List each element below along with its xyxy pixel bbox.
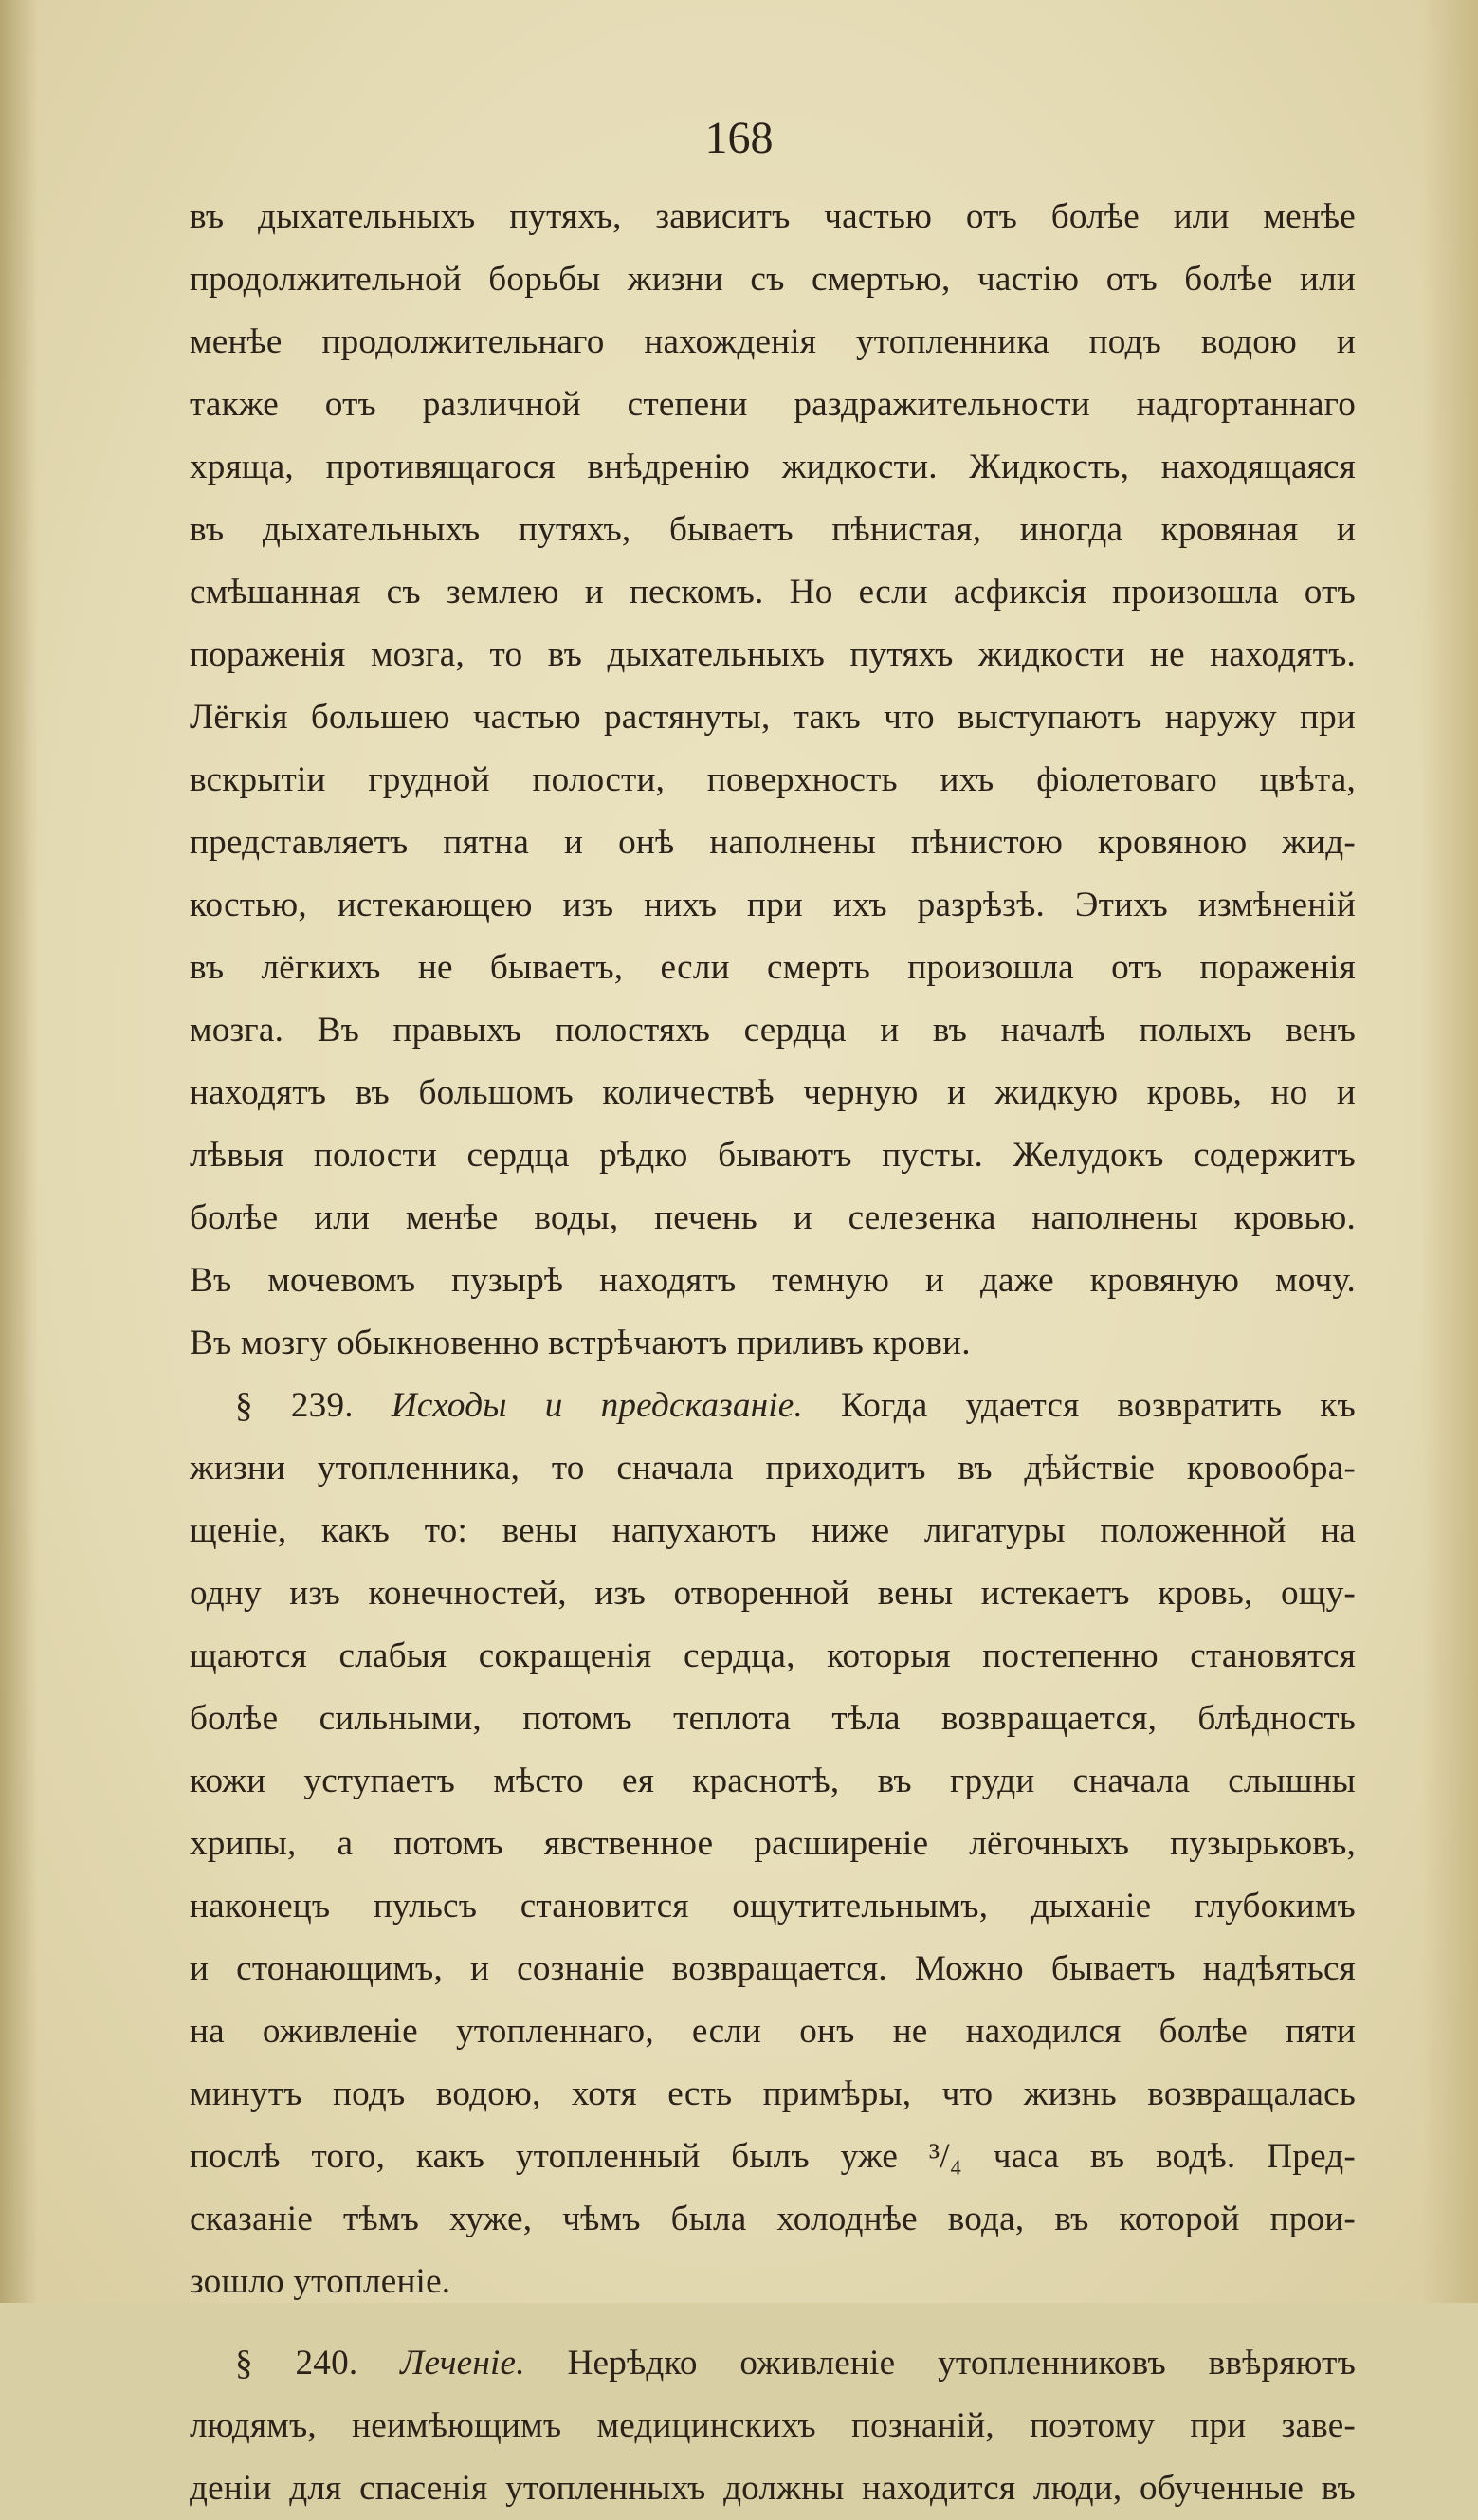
text-line: наконецъ пульсъ становится ощутительнымъ, дыханіе глубокимъ <box>190 1887 1356 1926</box>
text-line: минутъ подъ водою, хотя есть примѣры, что жизнь возвращалась <box>190 2074 1356 2113</box>
section-239 <box>190 1375 1356 2313</box>
section-number: § 239. <box>235 1386 354 1425</box>
text-line: менѣе продолжительнаго нахожденія утопленника подъ водою и <box>190 322 1356 361</box>
text-line: сказаніе тѣмъ хуже, чѣмъ была холоднѣе вода, въ которой прои- <box>190 2200 1356 2238</box>
text-line: людямъ, неимѣющимъ медицинскихъ познаній, поэтому при заве- <box>190 2406 1356 2445</box>
text-line: продолжительной борьбы жизни съ смертью, частію отъ болѣе или <box>190 260 1356 299</box>
text-line: въ дыхательныхъ путяхъ, бываетъ пѣнистая, иногда кровяная и <box>190 510 1356 549</box>
text-line: лѣвыя полости сердца рѣдко бываютъ пусты. Желудокъ содержитъ <box>190 1136 1356 1175</box>
text-line: деніи для спасенія утопленныхъ должны находится люди, обученные въ <box>190 2469 1356 2508</box>
text-line: находятъ въ большомъ количествѣ черную и жидкую кровь, но и <box>190 1073 1356 1112</box>
paragraph-gap <box>190 2313 1356 2332</box>
section-title: Исходы и предсказаніе. <box>391 1386 804 1425</box>
text-line: зошло утопленіе. <box>190 2262 451 2301</box>
text-line: Въ мочевомъ пузырѣ находятъ темную и даже кровяную мочу. <box>190 1261 1356 1300</box>
text-line: щаются слабыя сокращенія сердца, которыя постепенно становятся <box>190 1636 1356 1675</box>
text-line: и стонающимъ, и сознаніе возвращается. Можно бываетъ надѣяться <box>190 1949 1356 1988</box>
section-240 <box>190 2332 1356 2520</box>
text-line: вскрытіи грудной полости, поверхность ихъ фіолетоваго цвѣта, <box>190 760 1356 799</box>
text-line: щеніе, какъ то: вены напухаютъ ниже лигатуры положенной на <box>190 1511 1356 1550</box>
text-line: болѣе или менѣе воды, печень и селезенка наполнены кровью. <box>190 1198 1356 1237</box>
text-line: хряща, противящагося внѣдренію жидкости. Жидкость, находящаяся <box>190 447 1356 486</box>
text-line: Лёгкія большею частью растянуты, такъ что выступаютъ наружу при <box>190 698 1356 737</box>
text-line: на оживленіе утопленнаго, если онъ не находился болѣе пяти <box>190 2012 1356 2051</box>
text-line: костью, истекающею изъ нихъ при ихъ разрѣзѣ. Этихъ измѣненій <box>190 886 1356 924</box>
section-text: Нерѣдко оживленіе утопленниковъ ввѣряютъ <box>567 2344 1357 2383</box>
text-line: смѣшанная съ землею и пескомъ. Но если асфиксія произошла отъ <box>190 573 1356 612</box>
text-line: также отъ различной степени раздражительности надгортаннаго <box>190 385 1356 424</box>
text-line: въ лёгкихъ не бываетъ, если смерть произошла отъ пораженія <box>190 948 1356 987</box>
text-line: жизни утопленника, то сначала приходитъ въ дѣйствіе кровообра- <box>190 1449 1356 1488</box>
text-line: кожи уступаетъ мѣсто ея краснотѣ, въ груди сначала слышны <box>190 1762 1356 1800</box>
text-line: мозга. Въ правыхъ полостяхъ сердца и въ началѣ полыхъ венъ <box>190 1011 1356 1050</box>
text-line: болѣе сильными, потомъ теплота тѣла возвращается, блѣдность <box>190 1699 1356 1738</box>
text-line: пораженія мозга, то въ дыхательныхъ путяхъ жидкости не находятъ. <box>190 635 1356 674</box>
text-line: хрипы, а потомъ явственное расширеніе лёгочныхъ пузырьковъ, <box>190 1824 1356 1863</box>
section-first-line <box>190 1375 1356 1437</box>
page-number: 168 <box>704 113 774 163</box>
paragraph-autopsy-findings <box>190 186 1356 1375</box>
text-line: представляетъ пятна и онѣ наполнены пѣнистою кровяною жид- <box>190 823 1356 862</box>
section-title: Леченіе. <box>400 2344 525 2383</box>
text-line: послѣ того, какъ утопленный былъ уже ³/₄ часа въ водѣ. Пред- <box>190 2137 1356 2176</box>
text-line: одну изъ конечностей, изъ отворенной вены истекаетъ кровь, ощу- <box>190 1574 1356 1613</box>
section-number: § 240. <box>235 2344 358 2383</box>
text-line: Въ мозгу обыкновенно встрѣчаютъ приливъ крови. <box>190 1324 971 1362</box>
section-first-line <box>190 2332 1356 2395</box>
body-text <box>190 186 1356 2520</box>
section-text: Когда удается возвратить къ <box>841 1386 1356 1425</box>
text-line: въ дыхательныхъ путяхъ, зависитъ частью отъ болѣе или менѣе <box>190 197 1356 236</box>
